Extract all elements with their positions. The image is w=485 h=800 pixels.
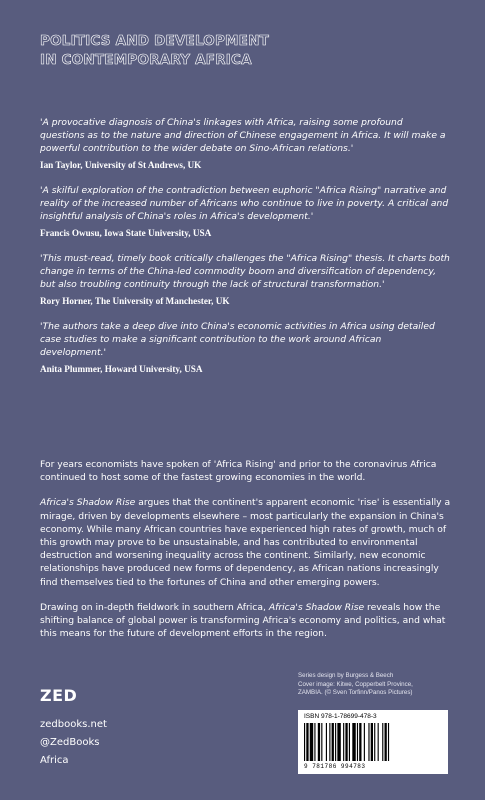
endorsement-quote: 'This must-read, timely book critically challenges the "Africa Rising" thesis. It charts both change in terms of the China-led commodity boom and diversification of dependency, but also troubling continuity through the lack of structural transformation.' (40, 253, 450, 290)
endorsements (40, 116, 450, 388)
barcode-bars-icon (304, 723, 442, 761)
description-paragraph-3 (40, 601, 456, 641)
book-title-italic: Africa's Shadow Rise (40, 497, 136, 509)
cover-credits (298, 672, 468, 698)
description-text: argues that the continent's apparent economic 'rise' is essentially a mirage, driven by developments elsewhere – most particularly the expansion in China's economy. While many African countries have experienced high rates of growth, much of this growth may prove to be unsustainable, and has contributed to environmental destruction and worsening inequality across the continent. Similarly, new economic relationships have produced new forms of dependency, as African nations increasingly find themselves tied to the fortunes of China and other emerging powers. (40, 497, 451, 588)
publisher-info (40, 716, 107, 770)
endorsement (40, 116, 450, 171)
endorsement-author: Francis Owusu, Iowa State University, USA (40, 228, 212, 238)
barcode-digits: 9 781786 994783 (304, 763, 366, 770)
description-text: reveals how the shifting balance of global power is transforming Africa's economy and politics, and what this means for the future of development efforts in the region. (40, 601, 446, 640)
description-paragraph-2 (40, 496, 456, 588)
endorsement-author: Anita Plummer, Howard University, USA (40, 364, 203, 374)
series-design-credit: Series design by Burgess & Beech (298, 672, 394, 679)
series-title-line-2: IN CONTEMPORARY AFRICA (40, 52, 252, 68)
isbn-barcode (298, 710, 448, 774)
cover-image-credit: ZAMBIA. (© Sven Torfinn/Panos Pictures) (298, 689, 413, 696)
endorsement (40, 320, 450, 375)
book-description (40, 458, 456, 652)
cover-image-credit: Cover image: Kitwe, Copperbelt Province, (298, 680, 413, 688)
endorsement (40, 184, 450, 239)
subject-category: Africa (40, 755, 69, 766)
isbn-label: ISBN 978-1-78699-478-3 (304, 713, 377, 720)
endorsement-quote: 'A skilful exploration of the contradiction between euphoric "Africa Rising" narrative and reality of the increased number of Africans who continue to live in poverty. A critical and insightful analysis of China's roles in Africa's development.' (40, 185, 449, 222)
endorsement-author: Ian Taylor, University of St Andrews, UK (40, 160, 202, 170)
endorsement-quote: 'The authors take a deep dive into China's economic activities in Africa using detailed case studies to make a significant contribution to the work around African development.' (40, 321, 435, 358)
series-title (40, 32, 269, 70)
publisher-website: zedbooks.net (40, 719, 107, 730)
book-title-italic: Africa's Shadow Rise (268, 601, 365, 613)
description-text: Drawing on in-depth fieldwork in southern Africa, (40, 601, 269, 613)
description-paragraph-1: For years economists have spoken of 'Africa Rising' and prior to the coronavirus Africa continued to host some of the fastest growing economies in the world. (40, 459, 437, 484)
endorsement-quote: 'A provocative diagnosis of China's linkages with Africa, raising some profound questions as to the nature and direction of Chinese engagement in Africa. It will make a powerful contribution to the wider debate on Sino-African relations.' (40, 117, 446, 154)
series-title-line-1: POLITICS AND DEVELOPMENT (40, 33, 270, 49)
endorsement (40, 252, 450, 307)
publisher-logo: ZED (40, 686, 78, 705)
endorsement-author: Rory Horner, The University of Manchester, UK (40, 296, 230, 306)
publisher-twitter: @ZedBooks (40, 737, 100, 748)
